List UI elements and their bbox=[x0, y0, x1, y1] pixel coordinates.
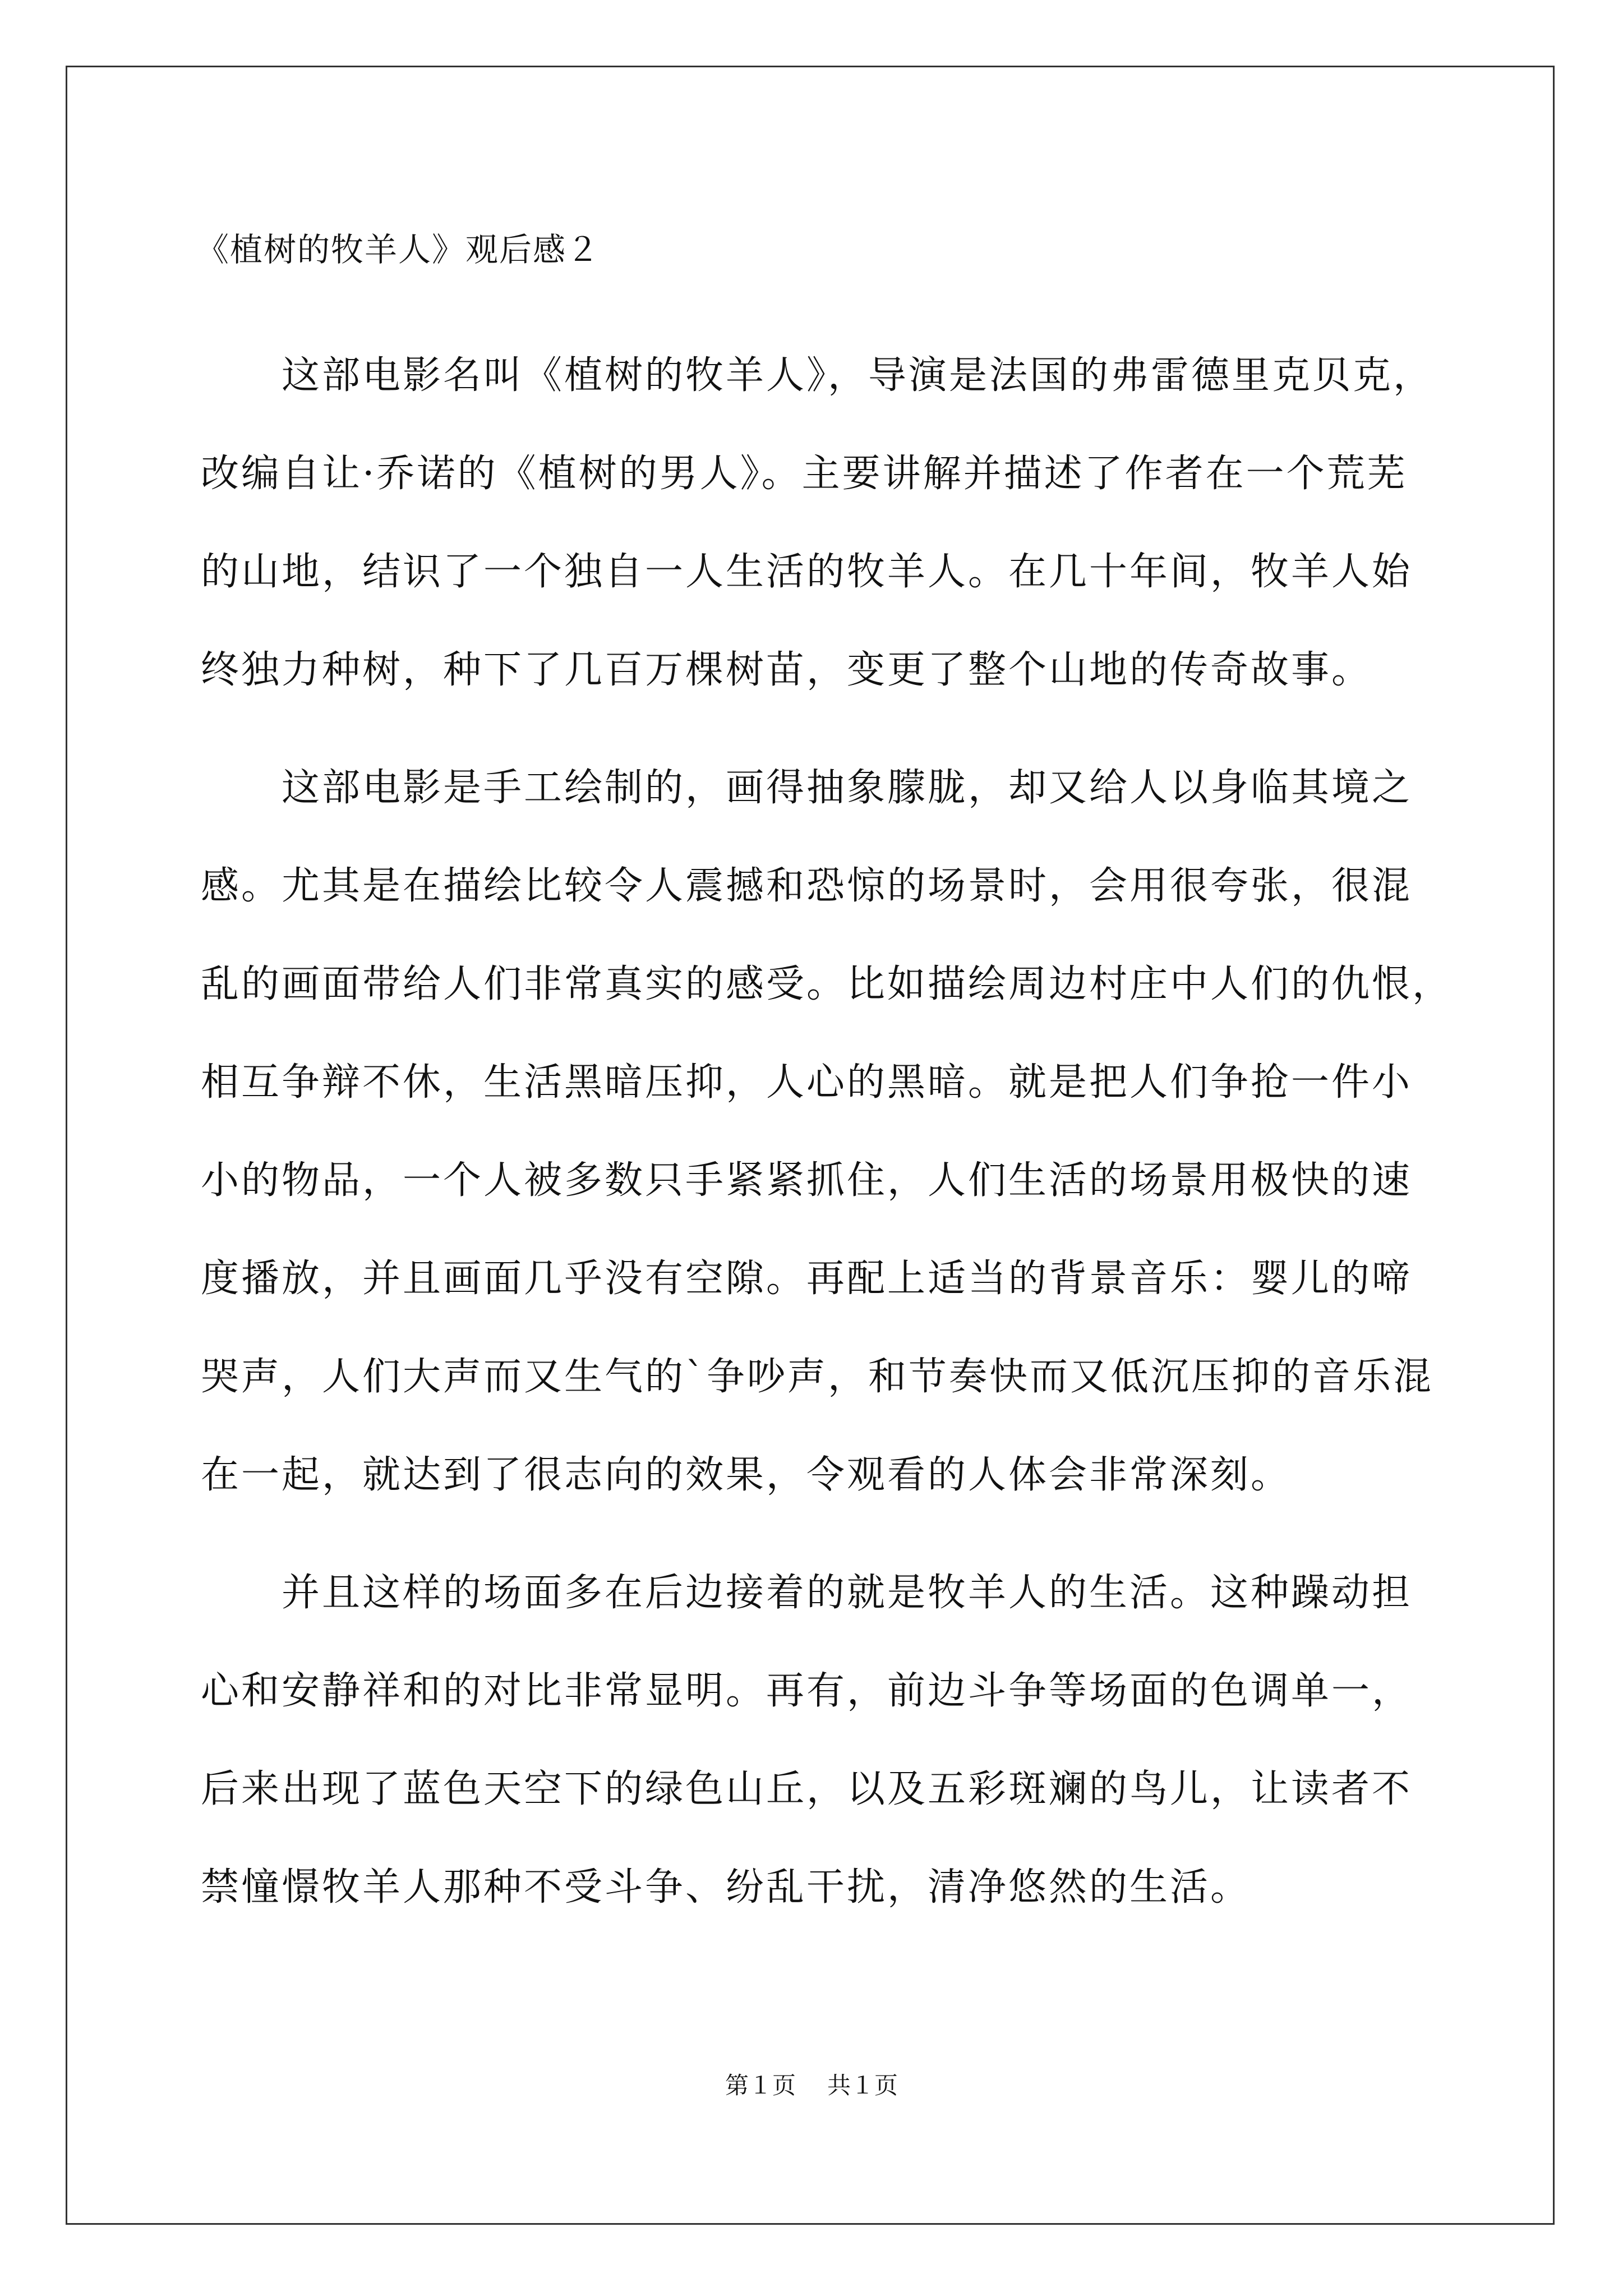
document-title: 《植树的牧羊人》观后感２ bbox=[196, 231, 601, 269]
body-line: 乱的画面带给人们非常真实的感受。比如描绘周边村庄中人们的仇恨， bbox=[201, 962, 1453, 1006]
body-line: 后来出现了蓝色天空下的绿色山丘，以及五彩斑斓的鸟儿，让读者不 bbox=[201, 1767, 1413, 1811]
body-line: 哭声，人们大声而又生气的`争吵声，和节奏快而又低沉压抑的音乐混 bbox=[201, 1355, 1434, 1399]
body-line: 并且这样的场面多在后边接着的就是牧羊人的生活。这种躁动担 bbox=[201, 1571, 1413, 1615]
page-footer bbox=[0, 2069, 1623, 2102]
body-line: 相互争辩不休，生活黑暗压抑，人心的黑暗。就是把人们争抢一件小 bbox=[201, 1060, 1413, 1105]
body-line: 感。尤其是在描绘比较令人震撼和恐惊的场景时，会用很夸张，很混 bbox=[201, 864, 1413, 908]
body-line: 这部电影名叫《植树的牧羊人》，导演是法国的弗雷德里克贝克， bbox=[201, 353, 1434, 398]
body-line: 在一起，就达到了很志向的效果，令观看的人体会非常深刻。 bbox=[201, 1453, 1292, 1497]
body-line: 禁憧憬牧羊人那种不受斗争、纷乱干扰，清净悠然的生活。 bbox=[201, 1865, 1251, 1910]
body-line: 终独力种树，种下了几百万棵树苗，变更了整个山地的传奇故事。 bbox=[201, 648, 1372, 692]
body-line: 这部电影是手工绘制的，画得抽象朦胧，却又给人以身临其境之 bbox=[201, 766, 1413, 810]
page-number: 第１页 bbox=[725, 2072, 796, 2099]
body-line: 心和安静祥和的对比非常显明。再有，前边斗争等场面的色调单一， bbox=[201, 1669, 1413, 1713]
body-line: 改编自让·乔诺的《植树的男人》。主要讲解并描述了作者在一个荒芜 bbox=[201, 452, 1408, 496]
body-line: 小的物品，一个人被多数只手紧紧抓住，人们生活的场景用极快的速 bbox=[201, 1158, 1413, 1203]
body-line: 的山地，结识了一个独自一人生活的牧羊人。在几十年间，牧羊人始 bbox=[201, 550, 1413, 594]
page-total: 共１页 bbox=[827, 2072, 898, 2099]
body-line: 度播放，并且画面几乎没有空隙。再配上适当的背景音乐：婴儿的啼 bbox=[201, 1257, 1413, 1301]
